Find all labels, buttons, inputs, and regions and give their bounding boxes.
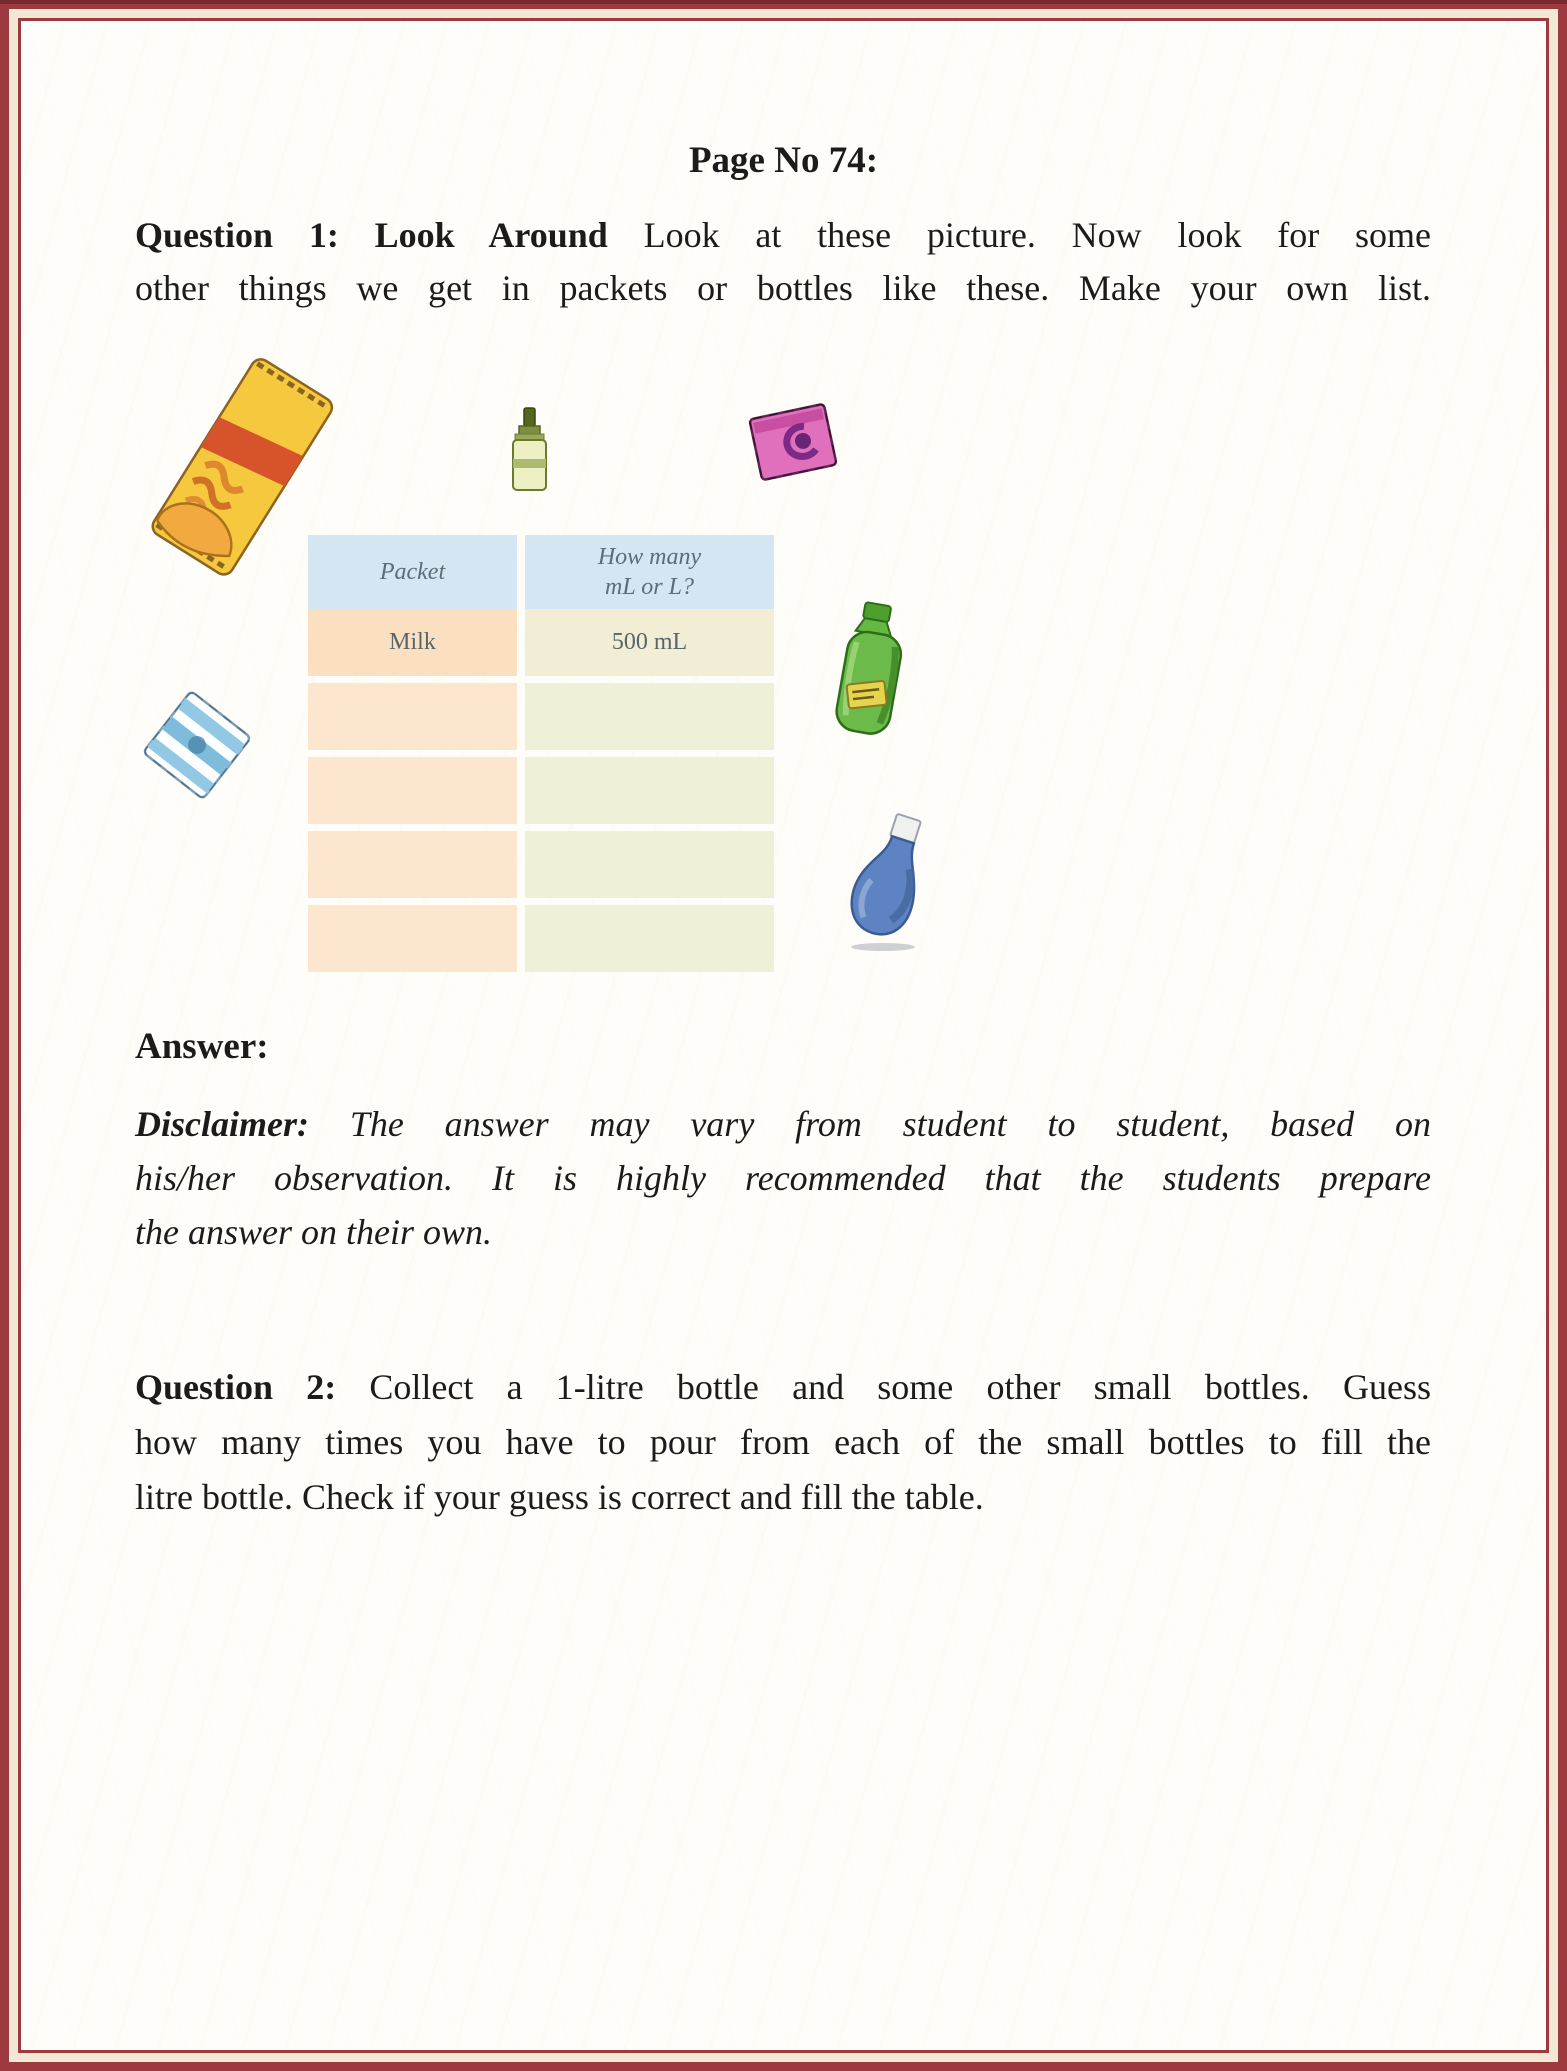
dropper-bottle-icon (505, 405, 553, 495)
question1-label: Question 1: Look Around (135, 215, 608, 255)
disclaimer-line3: the answer on their own. (135, 1212, 492, 1252)
disclaimer-paragraph (135, 1097, 1431, 1259)
table-cell-packet-2 (308, 757, 517, 824)
question2-label: Question 2: (135, 1367, 337, 1407)
question1-figure (135, 345, 1445, 1010)
question1-paragraph (135, 209, 1431, 315)
pink-packet-icon (746, 397, 840, 487)
table-cell-packet-0: Milk (308, 609, 517, 676)
milk-pouch-icon (135, 681, 259, 809)
question2-line3: litre bottle. Check if your guess is correct and fill the table. (135, 1477, 984, 1517)
disclaimer-label: Disclaimer: (135, 1104, 309, 1144)
table-cell-quantity-3 (525, 831, 774, 898)
table-cell-quantity-1 (525, 683, 774, 750)
question1-line2: other things we get in packets or bottles like these. Make your own list. (135, 268, 1431, 308)
disclaimer-line2: his/her observation. It is highly recommended that the students prepare (135, 1158, 1431, 1198)
question2-line1: Question 2: Collect a 1-litre bottle and some other small bottles. Guess (135, 1367, 1431, 1407)
table-cell-quantity-2 (525, 757, 774, 824)
disclaimer-line1: Disclaimer: The answer may vary from student to student, based on (135, 1104, 1431, 1144)
table-header-cell-packet: Packet (308, 535, 517, 609)
table-cell-quantity-4 (525, 905, 774, 972)
table-cell-packet-3 (308, 831, 517, 898)
page-title: Page No 74: (688, 140, 879, 181)
blue-bottle-icon (841, 811, 933, 957)
table-cell-quantity-0: 500 mL (525, 609, 774, 676)
document-page (21, 21, 1546, 2050)
table-cell-packet-4 (308, 905, 517, 972)
green-bottle-icon (827, 601, 915, 739)
page-border-top-edge (0, 0, 1567, 4)
table-cell-packet-1 (308, 683, 517, 750)
question2-paragraph (135, 1360, 1431, 1525)
question2-line2: how many times you have to pour from each of the small bottles to fill the (135, 1422, 1431, 1462)
answer-heading: Answer: (135, 1026, 269, 1067)
table-header-cell-quantity: How many mL or L? (525, 535, 774, 609)
packet-table (308, 535, 774, 972)
question1-line1: Question 1: Look Around Look at these picture. Now look for some (135, 215, 1431, 255)
